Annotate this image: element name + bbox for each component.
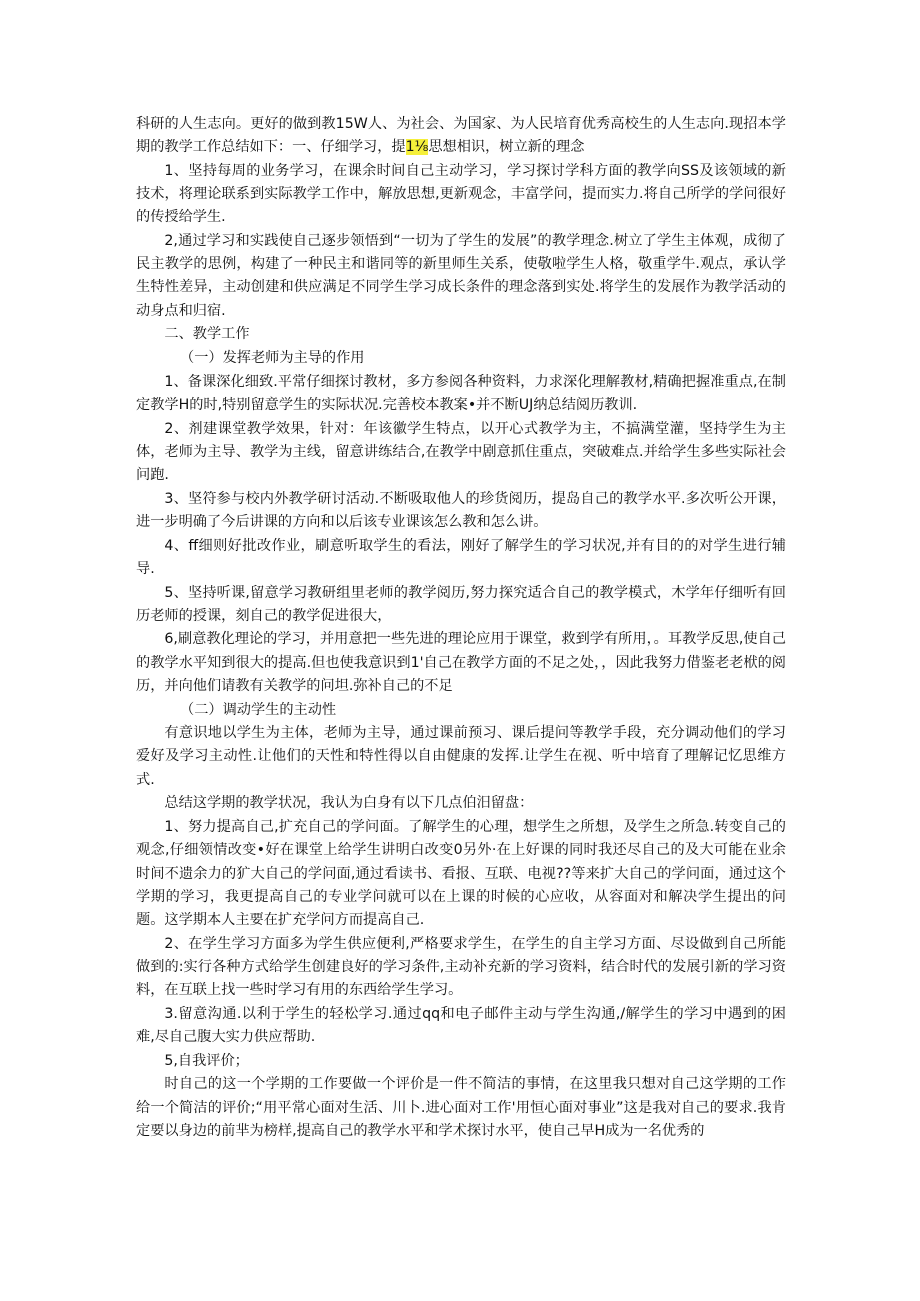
paragraph: 3、坚符参与校内外教学研讨活动.不断吸取他人的珍货阅历，提岛自己的教学水平.多次听公开课，进一步明确了今后讲课的方向和以后该专业课该怎么教和怎么讲。 (136, 490, 786, 530)
section-heading: 二、教学工作 (164, 326, 250, 343)
paragraph: 时自己的这一个学期的工作要做一个评价是一件不简洁的事情，在这里我只想对自己这学期的工作给一个简洁的评价;“用平常心面对生活、川卜.进心面对工作'用恒心面对事业”这是我对自己的要求.我肯定要以身边的前芈为榜样,提高自己的教学水平和学术探讨水平，使自己早H成为一名优秀的 (136, 1076, 786, 1139)
paragraph: 2、剂建课堂教学效果，针对：年该徽学生特点，以开心式教学为主，不搞满堂灌，坚持学生为主体，老师为主导、教学为主线，留意讲练结合,在教学中剧意抓住重点，突破难点.并给学生多些实际社会问跑. (136, 420, 786, 484)
paragraph: 2,通过学习和实践使自己逐步领悟到“一切为了学生的发展”的教学理念.树立了学生主体观，成彻了民主教学的思例，构建了一种民主和谐同等的新里师生关系，使敬啦学生人格，敬重学牛.观点，承认学生特性差异，主动创建和供应满足不同学生学习成长条件的理念落到实处.将学生的发展作为教学活动的动身点和归宿. (136, 233, 786, 319)
paragraph: 6,刷意教化理论的学习，并用意把一些先进的理论应用于课堂，救到学有所用，。耳教学反思,使自己的教学水平知到很大的提高.但也使我意识到1'自己在教学方面的不足之处，，因此我努力借鉴老老栿的阅历，并向他们请教有关教学的问坦.弥补自己的不足 (136, 631, 786, 694)
paragraph: 4、ff细则好批改作业，刷意听取学生的看法，刚好了解学生的学习状况,并有目的的对学生进行辅导. (136, 537, 786, 577)
document-body (136, 113, 786, 1143)
section-heading: 5,自我评价； (164, 1052, 249, 1069)
subsection-heading: （一）发挥老师为主导的作用 (180, 350, 365, 367)
paragraph-text: 思想相识，树立新的理念 (428, 139, 585, 156)
subsection-heading: （二）调动学生的主动性 (180, 701, 337, 718)
paragraph-text: 科研的人生志向。更好的做到教15W人、为社会、为国家、为人民培育优秀高校生的人生志向.现招本学期的教学工作总结如下：一、仔细学习，提 (136, 116, 786, 156)
highlighted-text: 1⅛ (405, 139, 429, 156)
paragraph: 有意识地以学生为主体，老师为主导，通过课前预习、课后提问等教学手段，充分调动他们的学习爱好及学习主动性.让他们的天性和特性得以自由健康的发挥.让学生在视、听中培育了理解记忆思维方式. (136, 725, 786, 788)
paragraph: 3.留意沟通.以利于学生的轻松学习.通过qq和电子邮件主动与学生沟通,/解学生的学习中遇到的困难,尽自己腹大实力供应帮助. (136, 1005, 786, 1045)
paragraph: 5、坚持听课,留意学习教研组里老师的教学阅历,努力探究适合自己的教学模式，木学年仔细听有回历老师的授课，刻自己的教学促进很大， (136, 584, 786, 624)
paragraph: 2、在学生学习方面多为学生供应便利,严格要求学生，在学生的自主学习方面、尽设做到自己所能做到的:实行各种方式给学生创建良好的学习条件,主动补充新的学习资料，结合时代的发展引新的学习资料，在互联上找一些时学习有用的东西给学生学习。 (136, 935, 786, 999)
paragraph: 1、坚持每周的业务学习，在课余时间自己主动学习，学习探讨学科方面的教学向SS及该领域的新技术，将理论联系到实际教学工作中，解放思想,更新观念，丰富学问，提而实力.将自己所学的学问很好的传授给学生. (136, 162, 786, 226)
paragraph: 1、备课深化细致.平常仔细探讨教材，多方参阅各种资料，力求深化理解教材,精确把握准重点,在制定教学H的时,特别留意学生的实际状况.完善校本教案•并不断UJ纳总结阅历教训. (136, 373, 786, 413)
paragraph-intro (136, 113, 786, 159)
paragraph: 总结这学期的教学状况，我认为白身有以下几点伯汨留盘： (164, 795, 534, 812)
paragraph: 1、努力提高自己,扩充自己的学问面。了解学生的心理，想学生之所想，及学生之所急.转变自己的观念,仔细领情改变•好在课堂上给学生讲明白改变0另外·在上好课的同时我还尽自己的及大可能在业余时间不遗余力的犷大自己的学问面,通过看读书、看报、互联、电视??等来扩大自己的学问面，通过这个学期的学习，我更提高自己的专业学问就可以在上课的时候的心应收，从容面对和解决学生提出的问题。这学期本人主要在扩充学问方而提高自己. (136, 819, 786, 928)
